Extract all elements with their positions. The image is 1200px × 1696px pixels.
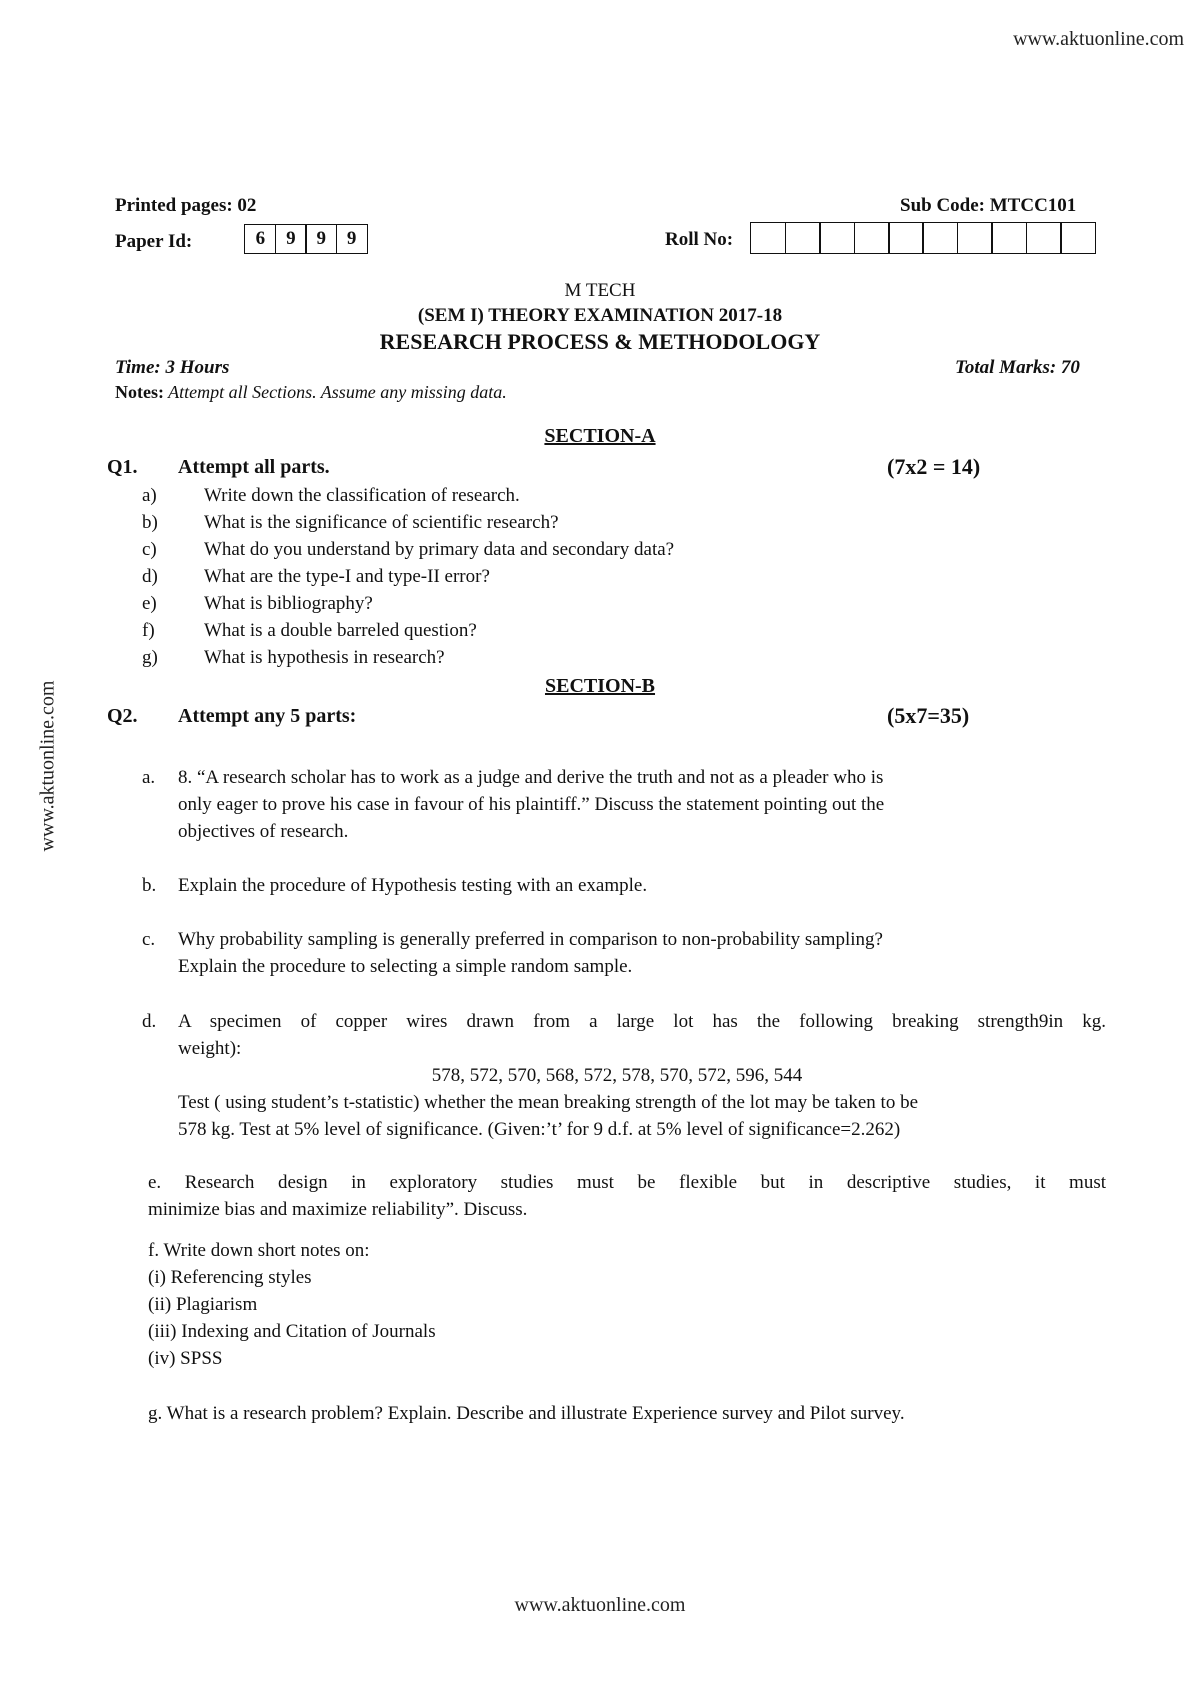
roll-no-box[interactable] bbox=[922, 222, 958, 254]
q2-number: Q2. bbox=[107, 705, 138, 727]
watermark-bottom: www.aktuonline.com bbox=[514, 1594, 686, 1616]
roll-no-box[interactable] bbox=[785, 222, 821, 254]
part-line: only eager to prove his case in favour of his plaintiff.” Discuss the statement pointing out the bbox=[178, 794, 885, 815]
part-line: weight): bbox=[178, 1038, 242, 1059]
notes-text: Attempt all Sections. Assume any missing data. bbox=[163, 382, 507, 402]
paper-id-digit: 9 bbox=[305, 224, 337, 254]
roll-no-box[interactable] bbox=[819, 222, 855, 254]
q1-number: Q1. bbox=[107, 456, 138, 478]
part-text: What are the type-I and type-II error? bbox=[204, 566, 490, 587]
roll-no-box[interactable] bbox=[957, 222, 993, 254]
part-line: Why probability sampling is generally preferred in comparison to non-probability sampling? bbox=[178, 929, 883, 950]
notes-label: Notes: bbox=[115, 382, 164, 402]
q1-part-e bbox=[142, 593, 1042, 617]
roll-no-box[interactable] bbox=[1060, 222, 1096, 254]
part-text: What is bibliography? bbox=[204, 593, 373, 614]
section-a-title: SECTION-A bbox=[544, 425, 656, 447]
part-text: What is a double barreled question? bbox=[204, 620, 477, 641]
title-exam: (SEM I) THEORY EXAMINATION 2017-18 bbox=[417, 305, 783, 326]
part-label: a) bbox=[142, 485, 157, 506]
paper-id-digit: 6 bbox=[244, 224, 276, 254]
watermark-side: www.aktuonline.com bbox=[36, 680, 59, 852]
part-text: Write down the classification of research. bbox=[204, 485, 520, 506]
part-label: e) bbox=[142, 593, 157, 614]
part-line: (i) Referencing styles bbox=[148, 1267, 312, 1288]
part-text: What is hypothesis in research? bbox=[204, 647, 445, 668]
roll-no-box[interactable] bbox=[888, 222, 924, 254]
q2-part-c bbox=[178, 926, 1108, 980]
part-line: 8. “A research scholar has to work as a judge and derive the truth and not as a pleader who is bbox=[178, 767, 884, 788]
part-line: 578 kg. Test at 5% level of significance. (Given:’t’ for 9 d.f. at 5% level of significance=2.262) bbox=[178, 1119, 901, 1140]
roll-no-box[interactable] bbox=[750, 222, 786, 254]
part-line: minimize bias and maximize reliability”. Discuss. bbox=[148, 1199, 528, 1220]
roll-no-boxes bbox=[752, 222, 1096, 254]
q2-part-a bbox=[178, 764, 1108, 845]
paper-id-digit: 9 bbox=[275, 224, 307, 254]
printed-pages: Printed pages: 02 bbox=[115, 195, 257, 216]
part-label: f) bbox=[142, 620, 155, 641]
notes bbox=[115, 382, 507, 403]
q1-part-b bbox=[142, 512, 1042, 536]
part-text: What is the significance of scientific research? bbox=[204, 512, 559, 533]
part-line: (iii) Indexing and Citation of Journals bbox=[148, 1321, 436, 1342]
part-line: (ii) Plagiarism bbox=[148, 1294, 258, 1315]
part-line: e. Research design in exploratory studies must be flexible but in descriptive studies, it must bbox=[148, 1172, 1106, 1193]
title-subject: RESEARCH PROCESS & METHODOLOGY bbox=[379, 329, 821, 354]
title-degree: M TECH bbox=[564, 280, 636, 301]
part-line: (iv) SPSS bbox=[148, 1348, 223, 1369]
paper-id-label: Paper Id: bbox=[115, 231, 193, 252]
part-data: 578, 572, 570, 568, 572, 578, 570, 572, 596, 544 bbox=[431, 1065, 803, 1086]
q2-part-g: g. What is a research problem? Explain. Describe and illustrate Experience survey and Pilot survey. bbox=[148, 1403, 905, 1424]
q2-instruction: Attempt any 5 parts: bbox=[178, 705, 357, 727]
part-label: g) bbox=[142, 647, 158, 668]
q2-part-d bbox=[178, 1008, 1106, 1143]
part-line: Test ( using student’s t-statistic) whether the mean breaking strength of the lot may be taken to be bbox=[178, 1092, 919, 1113]
part-label: c) bbox=[142, 539, 157, 560]
part-text: What do you understand by primary data and secondary data? bbox=[204, 539, 675, 560]
part-line: f. Write down short notes on: bbox=[148, 1240, 370, 1261]
q1-part-f bbox=[142, 620, 1042, 644]
watermark-top: www.aktuonline.com bbox=[1013, 28, 1184, 50]
part-line: Explain the procedure to selecting a simple random sample. bbox=[178, 956, 633, 977]
q2-part-a-label: a. bbox=[142, 767, 156, 788]
q1-part-d bbox=[142, 566, 1042, 590]
q2-part-f bbox=[148, 1237, 1048, 1372]
q2-part-d-label: d. bbox=[142, 1011, 157, 1032]
sub-code: Sub Code: MTCC101 bbox=[900, 195, 1077, 216]
section-b-title: SECTION-B bbox=[544, 675, 656, 697]
q1-part-a bbox=[142, 485, 1042, 509]
q2-part-c-label: c. bbox=[142, 929, 156, 950]
q1-instruction: Attempt all parts. bbox=[178, 456, 330, 478]
paper-id-boxes bbox=[246, 224, 368, 254]
roll-no-label: Roll No: bbox=[665, 229, 734, 250]
q1-part-g bbox=[142, 647, 1042, 671]
roll-no-box[interactable] bbox=[854, 222, 890, 254]
q2-marks: (5x7=35) bbox=[887, 703, 970, 728]
roll-no-box[interactable] bbox=[1026, 222, 1062, 254]
q2-part-b-label: b. bbox=[142, 875, 157, 896]
total-marks: Total Marks: 70 bbox=[955, 357, 1080, 378]
roll-no-box[interactable] bbox=[991, 222, 1027, 254]
paper-id-digit: 9 bbox=[336, 224, 368, 254]
q1-part-c bbox=[142, 539, 1042, 563]
part-label: d) bbox=[142, 566, 158, 587]
time-label: Time: 3 Hours bbox=[115, 357, 230, 378]
part-line: A specimen of copper wires drawn from a large lot has the following breaking strength9in kg. bbox=[178, 1011, 1106, 1032]
q2-part-e bbox=[148, 1169, 1106, 1223]
part-label: b) bbox=[142, 512, 158, 533]
q2-part-b: Explain the procedure of Hypothesis testing with an example. bbox=[178, 875, 648, 896]
q1-marks: (7x2 = 14) bbox=[887, 454, 981, 479]
part-line: objectives of research. bbox=[178, 821, 349, 842]
